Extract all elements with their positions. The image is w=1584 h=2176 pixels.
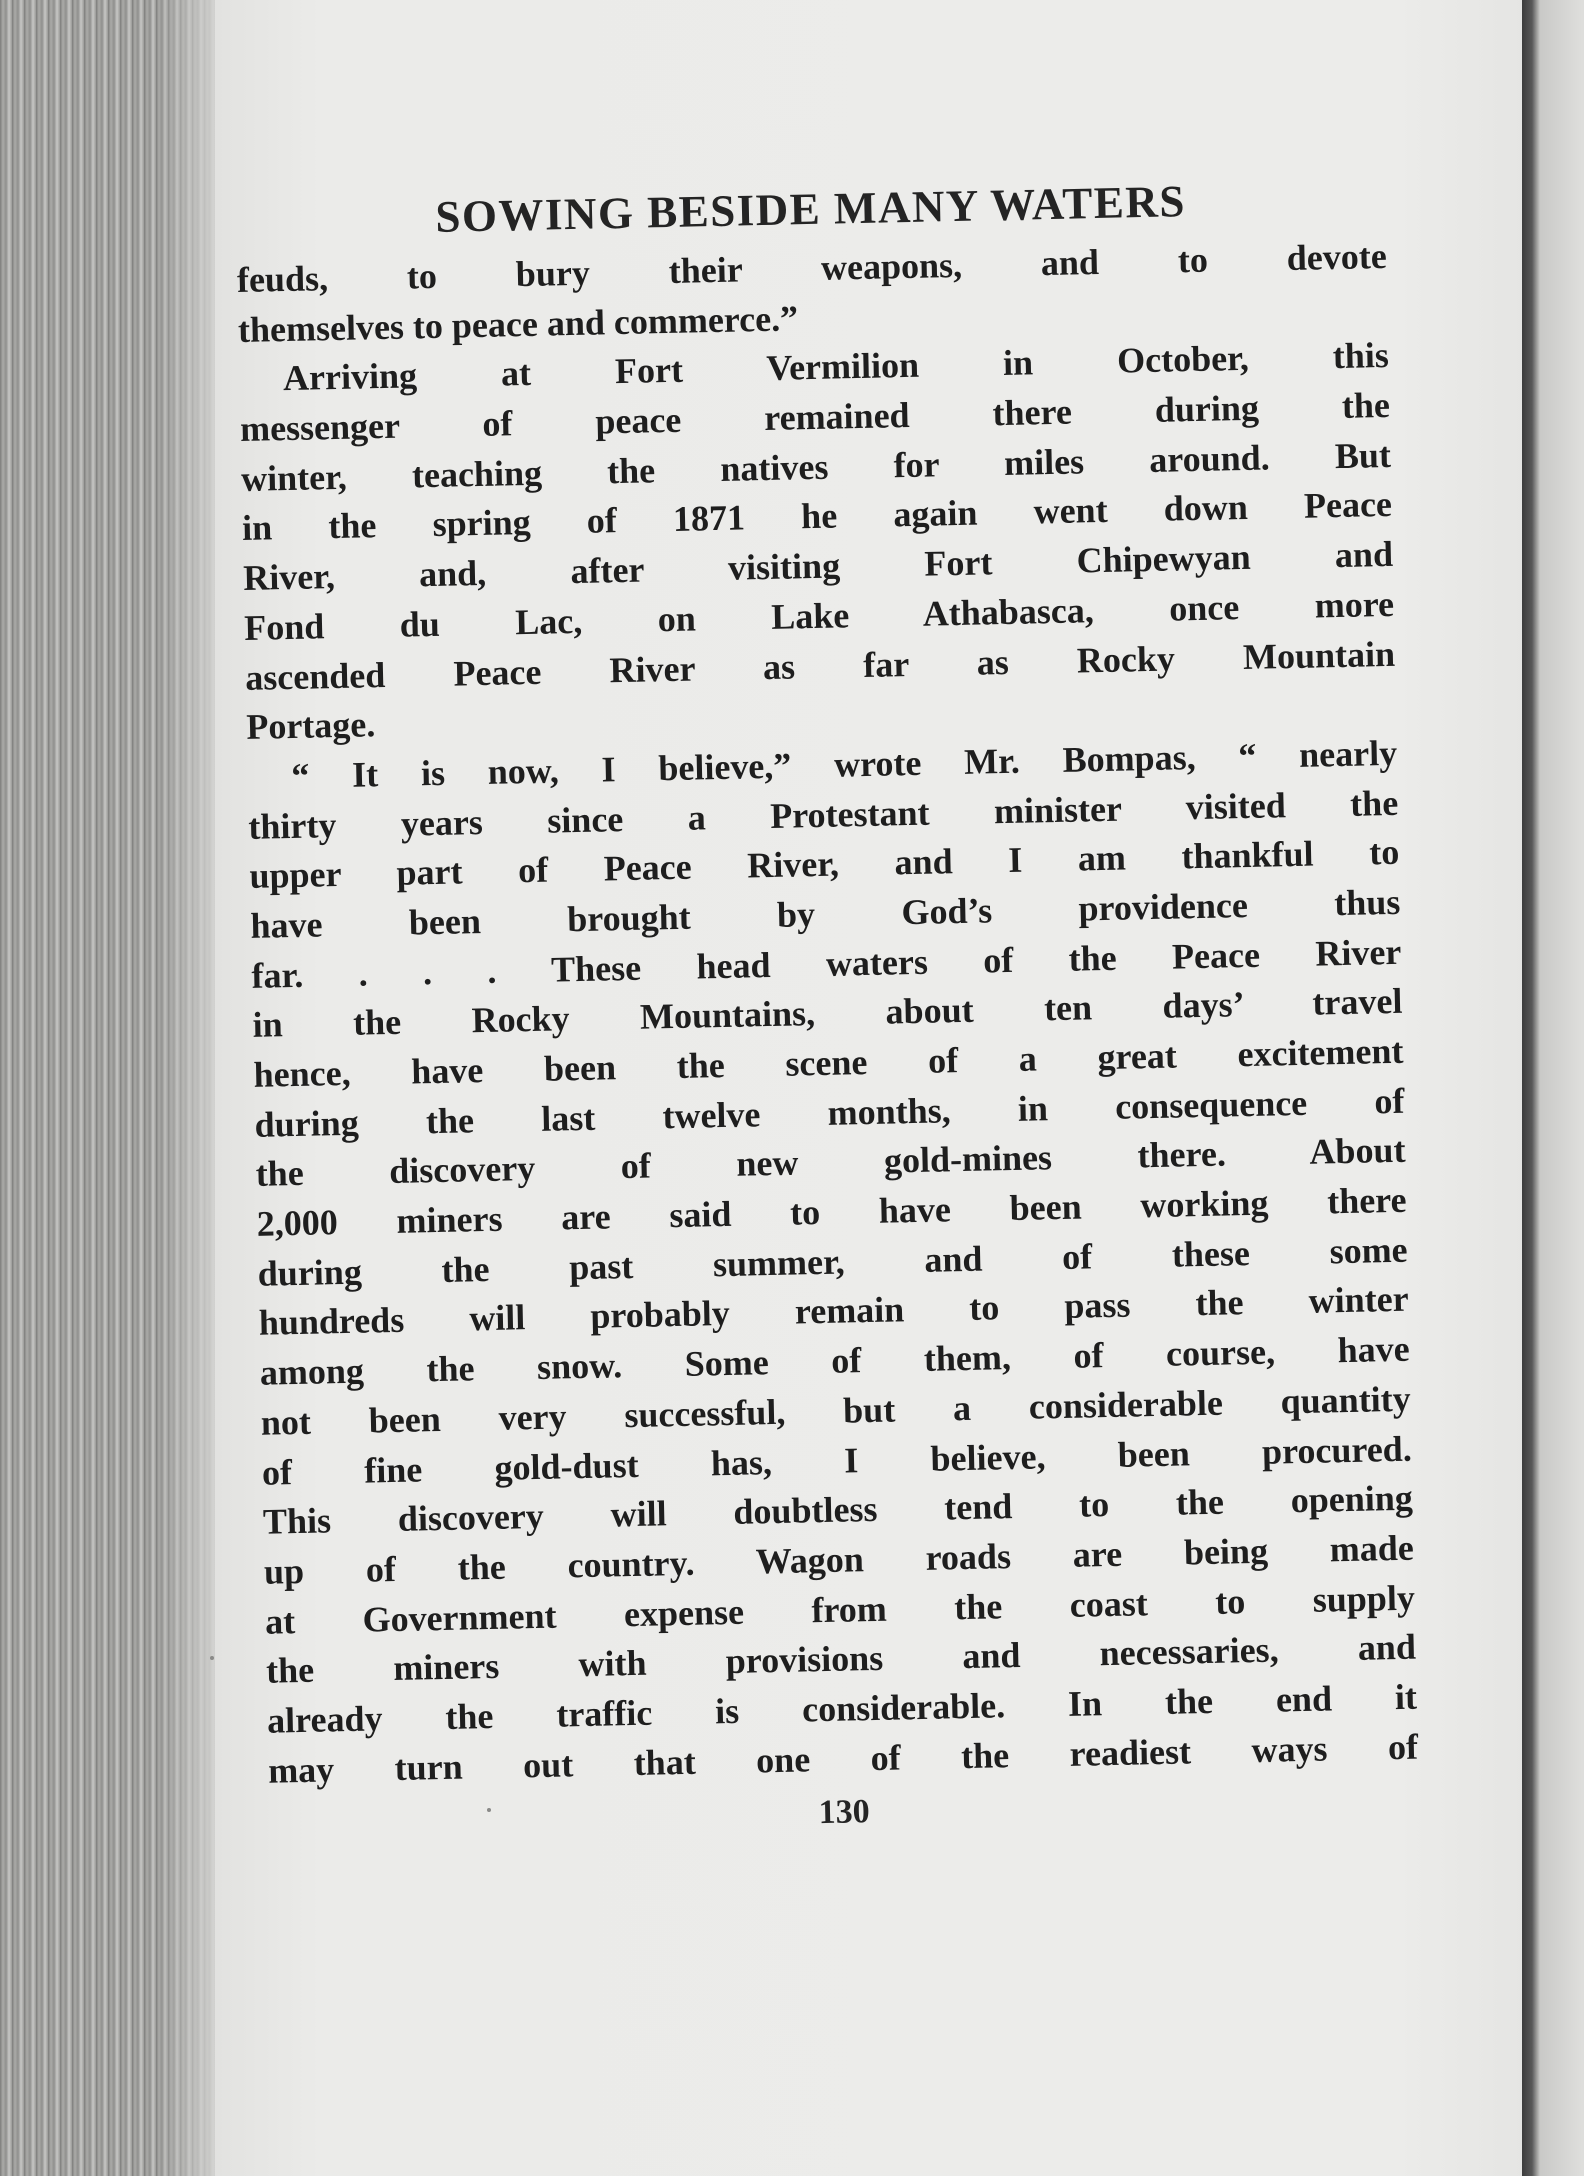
text-line: “ It is now, I believe,” wrote Mr. Bompas, “ nearly bbox=[290, 732, 1398, 796]
text-line: hundreds will probably remain to pass the winter bbox=[258, 1279, 1409, 1344]
text-line: not been very successful, but a considerable quantity bbox=[260, 1378, 1412, 1443]
page-number: 130 bbox=[818, 1793, 871, 1832]
text-line: messenger of peace remained there during the bbox=[239, 384, 1391, 450]
text-line: up of the country. Wagon roads are being made bbox=[263, 1527, 1415, 1592]
text-line: at Government expense from the coast to supply bbox=[264, 1577, 1416, 1642]
text-line: in the Rocky Mountains, about ten days’ travel bbox=[252, 981, 1403, 1046]
text-line: during the last twelve months, in consequence of bbox=[254, 1080, 1405, 1145]
text-line: Fond du Lac, on Lake Athabasca, once more bbox=[243, 583, 1395, 648]
text-line: Arriving at Fort Vermilion in October, this bbox=[282, 335, 1390, 399]
text-line: the discovery of new gold-mines there. About bbox=[255, 1130, 1406, 1195]
text-line: during the past summer, and of these some bbox=[257, 1229, 1408, 1294]
text-line: themselves to peace and commerce.” bbox=[237, 297, 799, 350]
text-line: thirty years since a Protestant minister visited the bbox=[247, 782, 1399, 847]
body-text bbox=[236, 232, 1418, 1796]
page-content bbox=[235, 168, 1425, 2092]
text-line: the miners with provisions and necessaries, and bbox=[265, 1626, 1417, 1691]
text-line: far. . . . These head waters of the Peace River bbox=[251, 931, 1402, 996]
text-line: Portage. bbox=[245, 704, 376, 748]
text-line: among the snow. Some of them, of course, have bbox=[259, 1328, 1411, 1393]
running-head: SOWING BESIDE MANY WATERS bbox=[434, 176, 1187, 242]
text-line: already the traffic is considerable. In the end it bbox=[266, 1676, 1418, 1741]
text-line: River, and, after visiting Fort Chipewyan and bbox=[242, 534, 1394, 599]
book-page-edges bbox=[0, 0, 220, 2176]
text-line: feuds, to bury their weapons, and to devote bbox=[236, 235, 1388, 301]
text-line: of fine gold-dust has, I believe, been procured. bbox=[261, 1428, 1413, 1493]
text-line: have been brought by God’s providence thus bbox=[250, 881, 1401, 946]
text-line: ascended Peace River as far as Rocky Mountain bbox=[244, 633, 1396, 698]
text-line: hence, have been the scene of a great excitement bbox=[253, 1030, 1404, 1095]
text-line: 2,000 miners are said to have been working there bbox=[256, 1179, 1407, 1244]
text-line: may turn out that one of the readiest ways of bbox=[267, 1726, 1419, 1791]
text-line: upper part of Peace River, and I am thankful to bbox=[249, 832, 1400, 897]
paper-speck bbox=[210, 1656, 214, 1660]
text-line: This discovery will doubtless tend to the opening bbox=[262, 1477, 1414, 1542]
adjacent-page-edge bbox=[1522, 0, 1584, 2176]
text-line: winter, teaching the natives for miles around. But bbox=[240, 434, 1392, 499]
text-line: in the spring of 1871 he again went down Peace bbox=[241, 484, 1393, 549]
